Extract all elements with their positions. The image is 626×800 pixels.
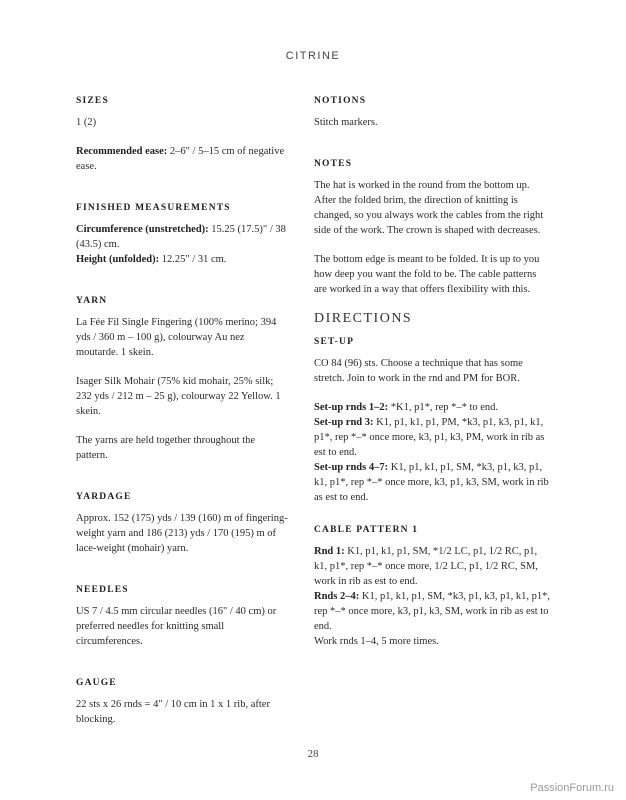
notions-paragraph: Stitch markers. (314, 117, 378, 128)
cable-rnd-1-label: Rnd 1: (314, 546, 345, 557)
cable-repeat: Work rnds 1–4, 5 more times. (314, 636, 439, 647)
circumference-text: 15.25 (17.5)" / 38 (43.5) cm. (76, 224, 286, 250)
notes-paragraph-1: The hat is worked in the round from the bottom up. After the folded brim, the direction of knitting is changed, so you always work the cables from the right side of the work. The crown is shaped with decreases. (314, 180, 544, 236)
sizes-value: 1 (2) (76, 117, 97, 128)
setup-rnds-1-2-text: *K1, p1*, rep *–* to end. (388, 402, 499, 413)
setup-heading: SET-UP (314, 337, 355, 347)
yardage-heading: YARDAGE (76, 492, 132, 502)
circumference-paragraph (76, 222, 288, 252)
gauge-paragraph: 22 sts x 26 rnds = 4" / 10 cm in 1 x 1 rib, after blocking. (76, 699, 270, 725)
finished-measurements-heading: FINISHED MEASUREMENTS (76, 203, 231, 213)
setup-rnd-3-text: K1, p1, k1, p1, PM, *k3, p1, k3, p1, k1, p1*, rep *–* once more, k3, p1, k3, PM, work in rib as est to end. (314, 417, 545, 458)
needles-heading: NEEDLES (76, 585, 129, 595)
yarn-paragraph-1: La Fée Fil Single Fingering (100% merino; 394 yds / 360 m – 100 g), colourway Au nez moutarde. 1 skein. (76, 317, 277, 358)
ease-label: Recommended ease: (76, 146, 168, 157)
setup-rnds-4-7-text: K1, p1, k1, p1, SM, *k3, p1, k3, p1, k1, p1*, rep *–* once more, k3, p1, k3, SM, work in rib as est to end. (314, 462, 549, 503)
setup-rnds-1-2 (314, 400, 550, 415)
watermark: PassionForum.ru (530, 782, 614, 794)
setup-paragraph: CO 84 (96) sts. Choose a technique that has some stretch. Join to work in the rnd and PM for BOR. (314, 358, 523, 384)
setup-rnds-4-7-label: Set-up rnds 4–7: (314, 462, 389, 473)
setup-rnd-3 (314, 415, 550, 460)
yarn-heading: YARN (76, 296, 108, 306)
notes-heading: NOTES (314, 159, 353, 169)
notes-paragraph-2: The bottom edge is meant to be folded. It is up to you how deep you want the fold to be. The cable patterns are worked in a way that offers flexibility with this. (314, 254, 540, 295)
page-number: 28 (307, 748, 319, 760)
circumference-label: Circumference (unstretched): (76, 224, 209, 235)
height-text: 12.25" / 31 cm. (159, 254, 227, 265)
left-column (76, 96, 288, 741)
cable-rnds-2-4 (314, 589, 550, 634)
directions-heading: DIRECTIONS (314, 311, 413, 326)
ease-text: 2–6" / 5–15 cm of negative ease. (76, 146, 285, 172)
ease-paragraph (76, 144, 288, 174)
cable-rnds-2-4-text: K1, p1, k1, p1, SM, *k3, p1, k3, p1, k1, p1*, rep *–* once more, k3, p1, k3, SM, work in rib as est to end. (314, 591, 550, 632)
needles-paragraph: US 7 / 4.5 mm circular needles (16" / 40 cm) or preferred needles for knitting small circumferences. (76, 606, 277, 647)
cable-pattern-heading: CABLE PATTERN 1 (314, 525, 419, 535)
yardage-paragraph: Approx. 152 (175) yds / 139 (160) m of fingering-weight yarn and 186 (213) yds / 170 (195) m of lace-weight (mohair) yarn. (76, 513, 288, 554)
page-header: CITRINE (285, 50, 341, 62)
right-column (314, 96, 550, 663)
notions-heading: NOTIONS (314, 96, 367, 106)
setup-rnds-4-7 (314, 460, 550, 505)
yarn-paragraph-2: Isager Silk Mohair (75% kid mohair, 25% silk; 232 yds / 212 m – 25 g), colourway 22 Yellow. 1 skein. (76, 376, 281, 417)
sizes-heading: SIZES (76, 96, 109, 106)
setup-rnd-3-label: Set-up rnd 3: (314, 417, 374, 428)
cable-rnd-1-text: K1, p1, k1, p1, SM, *1/2 LC, p1, 1/2 RC, p1, k1, p1*, rep *–* once more, 1/2 LC, p1, 1/2 RC, SM, work in rib as est to end. (314, 546, 538, 587)
gauge-heading: GAUGE (76, 678, 117, 688)
cable-rnd-1 (314, 544, 550, 589)
yarn-paragraph-3: The yarns are held together throughout the pattern. (76, 435, 256, 461)
cable-rnds-2-4-label: Rnds 2–4: (314, 591, 360, 602)
setup-rnds-1-2-label: Set-up rnds 1–2: (314, 402, 389, 413)
height-label: Height (unfolded): (76, 254, 160, 265)
height-paragraph (76, 252, 288, 267)
